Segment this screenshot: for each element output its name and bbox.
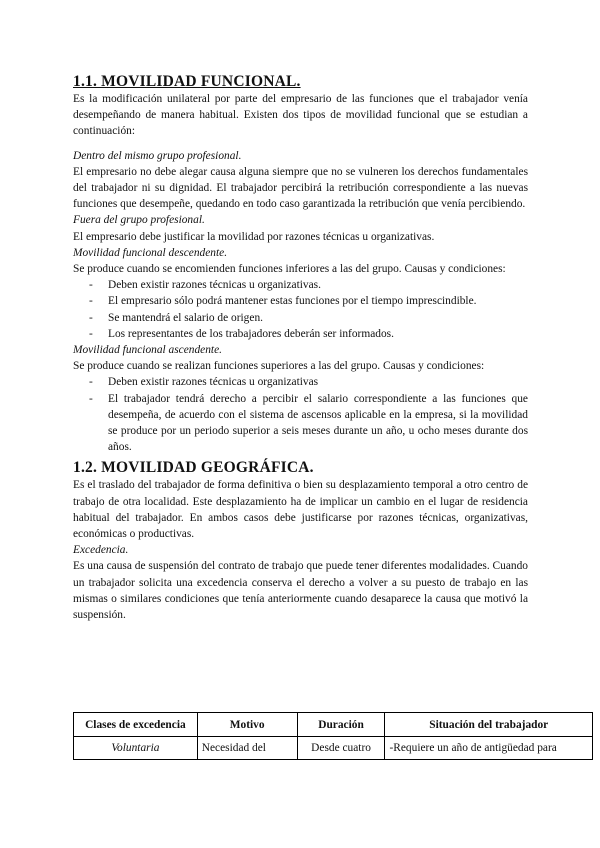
section-title-movilidad-funcional: 1.1. MOVILIDAD FUNCIONAL. <box>73 73 301 90</box>
header-duracion: Duración <box>297 713 385 737</box>
excedencia-table <box>73 712 593 760</box>
list-item: - El trabajador tendrá derecho a percibir el salario correspondiente a las funciones que desempeña, de acuerdo con el sistema de ascensos aplicable en la empresa, si la movilidad se produce por un periodo superior a seis meses durante un año, u ocho meses durante dos años. <box>73 391 528 456</box>
cell-motivo: Necesidad del <box>197 737 297 760</box>
header-clases: Clases de excedencia <box>74 713 198 737</box>
document-body <box>73 72 528 623</box>
ascendente-list <box>73 374 528 455</box>
subheading-fuera-grupo: Fuera del grupo profesional. <box>73 214 205 227</box>
cell-situacion: -Requiere un año de antigüedad para <box>385 737 593 760</box>
descendente-list <box>73 277 528 342</box>
cell-clase: Voluntaria <box>74 737 198 760</box>
list-item: - Deben existir razones técnicas u organizativas <box>73 374 528 390</box>
subheading-ascendente: Movilidad funcional ascendente. <box>73 344 222 357</box>
header-motivo: Motivo <box>197 713 297 737</box>
subheading-descendente: Movilidad funcional descendente. <box>73 246 228 259</box>
list-item: - Los representantes de los trabajadores deberán ser informados. <box>73 326 528 342</box>
subheading-excedencia: Excedencia. <box>73 544 129 557</box>
subheading-dentro-grupo: Dentro del mismo grupo profesional. <box>73 149 242 162</box>
ascendente-paragraph: Se produce cuando se realizan funciones superiores a las del grupo. Causas y condiciones: <box>73 360 485 373</box>
dentro-grupo-paragraph: El empresario no debe alegar causa alguna siempre que no se vulneren los derechos fundamentales del trabajador ni su dignidad. El trabajador percibirá la retribución correspondiente a las nuevas funciones que desempeñe, quedando en todo caso garantizada la retribución que venía percibiendo. <box>73 165 528 211</box>
table-row <box>74 737 593 760</box>
list-item: - Deben existir razones técnicas u organizativas. <box>73 277 528 293</box>
intro-paragraph: Es la modificación unilateral por parte del empresario de las funciones que el trabajador venía desempeñando de manera habitual. Existen dos tipos de movilidad funcional que se estudian a continuación: <box>73 93 528 138</box>
header-situacion: Situación del trabajador <box>385 713 593 737</box>
excedencia-paragraph: Es una causa de suspensión del contrato de trabajo que puede tener diferentes modalidades. Cuando un trabajador solicita una excedencia conserva el derecho a volver a su puesto de trabajo en las mismas o similares condiciones que tenía anteriormente cuando desaparece la causa que motivó la suspensión. <box>73 560 528 622</box>
geografica-paragraph: Es el traslado del trabajador de forma definitiva o bien su desplazamiento temporal a otro centro de trabajo de otra localidad. Este desplazamiento ha de implicar un cambio en el lugar de residencia habitual del trabajador. En ambos casos debe justificarse por razones técnicas, organizativas, económicas o productivas. <box>73 479 528 541</box>
list-item: - El empresario sólo podrá mantener estas funciones por el tiempo imprescindible. <box>73 293 528 309</box>
descendente-paragraph: Se produce cuando se encomienden funciones inferiores a las del grupo. Causas y condiciones: <box>73 263 506 276</box>
section-title-movilidad-geografica: 1.2. MOVILIDAD GEOGRÁFICA. <box>73 459 314 477</box>
fuera-grupo-paragraph: El empresario debe justificar la movilidad por razones técnicas u organizativas. <box>73 230 435 243</box>
table-header-row <box>74 713 593 737</box>
list-item: - Se mantendrá el salario de origen. <box>73 310 528 326</box>
cell-duracion: Desde cuatro <box>297 737 385 760</box>
